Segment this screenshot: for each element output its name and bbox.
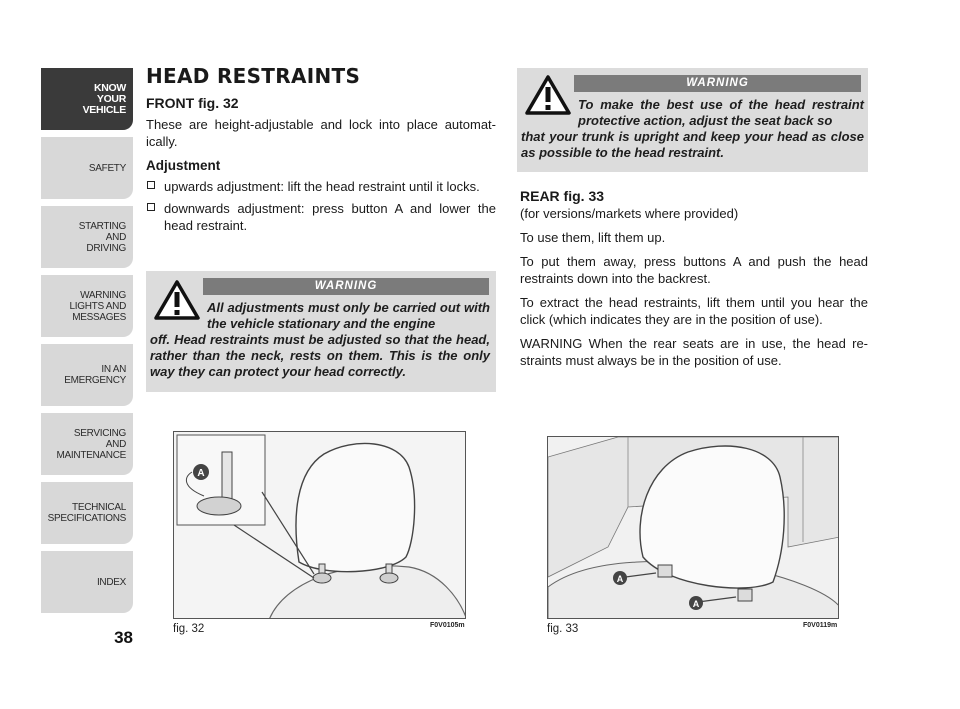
page-title: HEAD RESTRAINTS	[146, 64, 361, 88]
front-text: These are height-adjustable and lock into place automat-ically.	[146, 117, 496, 149]
rear-head-restraint-illustration	[548, 437, 839, 619]
right-column	[520, 188, 868, 376]
bullet-text: downwards adjustment: press button A and lower the head restraint.	[164, 201, 496, 233]
adjustment-heading: Adjustment	[146, 158, 221, 173]
figure-32-label: fig. 32	[173, 623, 205, 635]
checkbox-bullet-icon	[147, 203, 155, 211]
tab-starting-and-driving[interactable]: STARTING AND DRIVING	[41, 206, 133, 268]
marker-a: A	[616, 574, 624, 584]
head-restraint-illustration	[174, 432, 466, 619]
marker-a: A	[197, 468, 205, 479]
rear-paragraph: WARNING When the rear seats are in use, the head re-straints must always be in the position of use.	[520, 336, 868, 368]
warning-lead-text: To make the best use of the head restraint protective action, adjust the seat back so	[578, 97, 864, 128]
tab-safety[interactable]: SAFETY	[41, 137, 133, 199]
bullet-item	[146, 178, 496, 195]
section-tabs	[41, 68, 133, 620]
rear-heading: REAR fig. 33	[520, 188, 605, 204]
warning-title: WARNING	[203, 278, 489, 295]
warning-box-adjustments	[146, 271, 496, 392]
tab-know-your-vehicle[interactable]: KNOW YOUR VEHICLE	[41, 68, 133, 130]
figure-32-code: F0V0105m	[430, 622, 465, 629]
bullet-item	[146, 200, 496, 234]
figure-32-front-head-restraint	[173, 431, 466, 619]
bullet-text: upwards adjustment: lift the head restraint until it locks.	[164, 179, 480, 194]
figure-33-code: F0V0119m	[803, 622, 838, 629]
left-column	[146, 64, 496, 239]
tab-in-an-emergency[interactable]: IN AN EMERGENCY	[41, 344, 133, 406]
tab-technical-specifications[interactable]: TECHNICAL SPECIFICATIONS	[41, 482, 133, 544]
rear-paragraph: To extract the head restraints, lift them until you hear the click (which indicates they are in the position of use).	[520, 295, 868, 327]
figure-33-rear-head-restraint	[547, 436, 839, 619]
figure-33-label: fig. 33	[547, 623, 579, 635]
checkbox-bullet-icon	[147, 181, 155, 189]
warning-text	[521, 97, 864, 161]
tab-servicing-and-maintenance[interactable]: SERVICING AND MAINTENANCE	[41, 413, 133, 475]
warning-text	[150, 300, 490, 380]
warning-rest-text: off. Head restraints must be adjusted so that the head, rather than the neck, rests on them. This is the only way they can protect your head correctly.	[150, 332, 490, 379]
warning-title: WARNING	[574, 75, 861, 92]
rear-paragraph: To put them away, press buttons A and push the head restraints down into the backrest.	[520, 254, 868, 286]
warning-rest-text: that your trunk is upright and keep your head as close as possible to the head restraint.	[521, 129, 864, 160]
warning-lead-text: All adjustments must only be carried out with the vehicle stationary and the engine	[207, 300, 490, 331]
front-heading: FRONT fig. 32	[146, 95, 239, 111]
tab-index[interactable]: INDEX	[41, 551, 133, 613]
rear-subtitle: (for versions/markets where provided)	[520, 206, 739, 221]
rear-paragraph: To use them, lift them up.	[520, 230, 666, 245]
tab-warning-lights-and-messages[interactable]: WARNING LIGHTS AND MESSAGES	[41, 275, 133, 337]
warning-box-trunk-position	[517, 68, 868, 172]
page-number: 38	[114, 628, 133, 647]
marker-a: A	[692, 599, 700, 609]
